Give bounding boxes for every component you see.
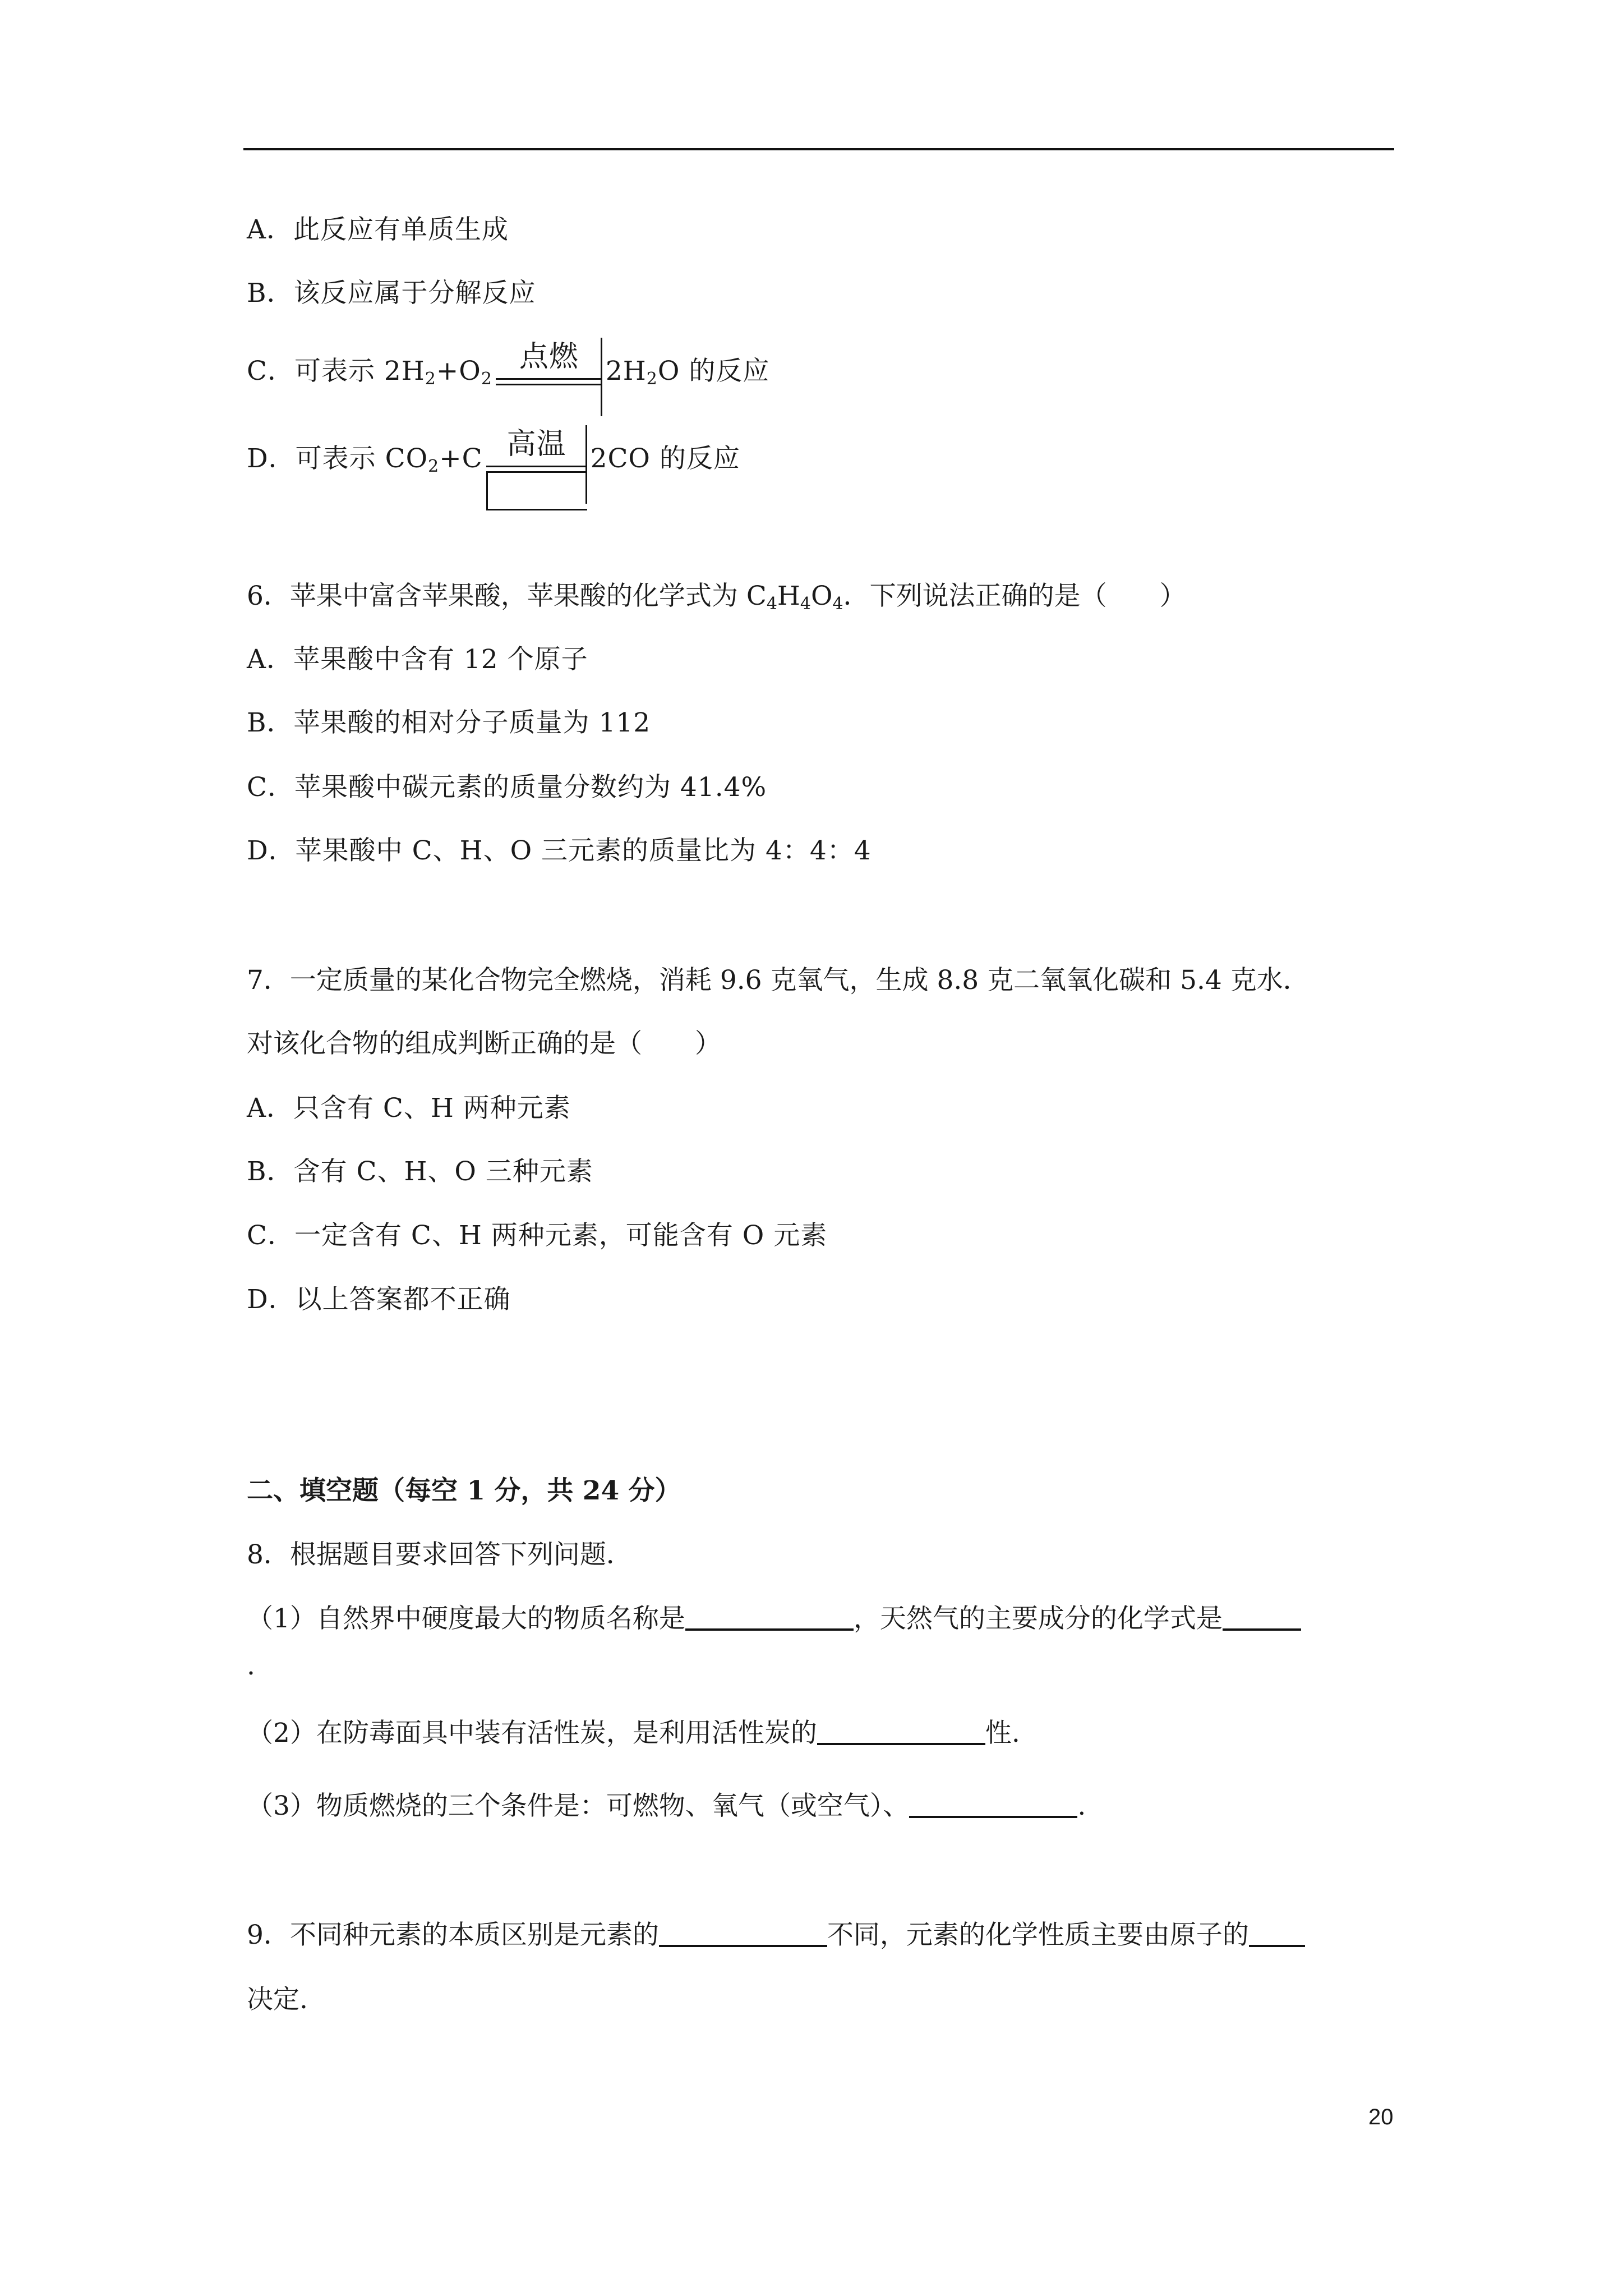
condition-label: 高温 bbox=[506, 427, 566, 461]
subscript: 2 bbox=[425, 369, 436, 389]
q5-option-b: B．该反应属于分解反应 bbox=[247, 278, 536, 309]
answer-blank[interactable] bbox=[817, 1718, 985, 1745]
answer-blank[interactable] bbox=[1249, 1920, 1305, 1947]
answer-blank[interactable] bbox=[909, 1791, 1077, 1818]
answer-blank[interactable] bbox=[659, 1920, 827, 1947]
subscript: 2 bbox=[646, 369, 658, 389]
section-title: 二、填空题（每空 1 分，共 24 分） bbox=[247, 1475, 681, 1506]
q8-part-3: （3）物质燃烧的三个条件是：可燃物、氧气（或空气）、 . bbox=[247, 1791, 1086, 1821]
q7-stem-line2: 对该化合物的组成判断正确的是（ ） bbox=[247, 1028, 721, 1059]
subscript: 2 bbox=[481, 369, 492, 389]
q5-d-plus: +C bbox=[439, 443, 483, 474]
q6-stem: 6．苹果中富含苹果酸，苹果酸的化学式为 $C_4H_4O_4$．下列说法正确的是（ ） bbox=[247, 581, 1186, 614]
q8-part-1-end: . bbox=[247, 1650, 255, 1681]
q7-option-c: C．一定含有 C、H 两种元素，可能含有 O 元素 bbox=[247, 1220, 828, 1251]
header-rule bbox=[243, 148, 1394, 150]
q6-option-b: B．苹果酸的相对分子质量为 112 bbox=[247, 707, 651, 738]
q5-d-product: 2CO 的反应 bbox=[590, 443, 740, 474]
q6-option-a: A．苹果酸中含有 12 个原子 bbox=[247, 644, 588, 675]
condition-label: 点燃 bbox=[519, 340, 579, 374]
q8-stem: 8．根据题目要求回答下列问题． bbox=[247, 1539, 633, 1570]
q5-c-prefix: C．可表示 2H bbox=[247, 356, 425, 386]
reaction-condition-ignite bbox=[496, 340, 602, 398]
q6-option-c: C．苹果酸中碳元素的质量分数约为 41.4% bbox=[247, 772, 767, 803]
page-number: 20 bbox=[1368, 2105, 1394, 2129]
q5-option-c bbox=[247, 340, 770, 398]
q7-option-b: B．含有 C、H、O 三种元素 bbox=[247, 1156, 593, 1187]
q7-option-d: D．以上答案都不正确 bbox=[247, 1284, 511, 1315]
answer-blank[interactable] bbox=[1223, 1604, 1301, 1631]
q9-line1: 9．不同种元素的本质区别是元素的 不同，元素的化学性质主要由原子的 bbox=[247, 1918, 1305, 1952]
answer-blank[interactable] bbox=[685, 1604, 854, 1631]
q5-d-prefix: D．可表示 CO bbox=[247, 443, 428, 474]
q6-option-d: D．苹果酸中 C、H、O 三元素的质量比为 4：4：4 bbox=[247, 835, 872, 866]
q5-c-product: 2H bbox=[605, 356, 647, 386]
q7-option-a: A．只含有 C、H 两种元素 bbox=[247, 1093, 571, 1124]
q9-line2: 决定. bbox=[247, 1984, 308, 2015]
subscript: 2 bbox=[428, 457, 440, 476]
q8-part-1: （1）自然界中硬度最大的物质名称是 ，天然气的主要成分的化学式是 bbox=[247, 1602, 1301, 1636]
reaction-condition-high-temp bbox=[486, 427, 587, 486]
q5-c-product-tail: O 的反应 bbox=[657, 356, 770, 386]
q5-option-a: A．此反应有单质生成 bbox=[247, 214, 509, 245]
q8-part-2: （2）在防毒面具中装有活性炭，是利用活性炭的 性. bbox=[247, 1718, 1020, 1749]
q5-option-d bbox=[247, 427, 740, 486]
q7-stem-line1: 7．一定质量的某化合物完全燃烧，消耗 9.6 克氧气，生成 8.8 克二氧氧化碳和 5.4 克水． bbox=[247, 965, 1310, 996]
q5-c-plus: +O bbox=[436, 356, 481, 386]
